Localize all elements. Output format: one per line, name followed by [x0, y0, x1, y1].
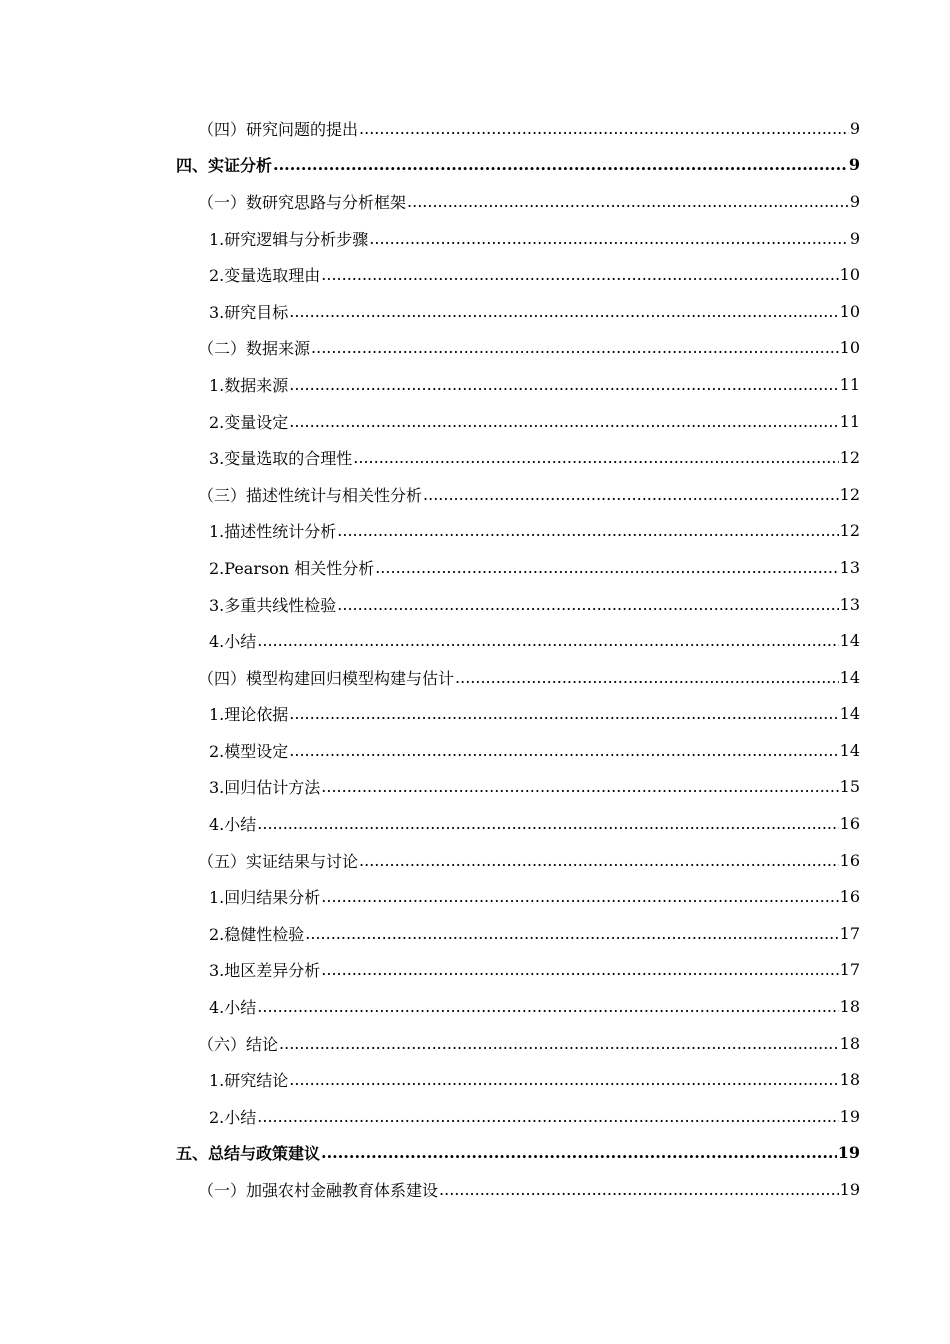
- toc-entry-title: 2.稳健性检验: [209, 922, 304, 945]
- toc-page-number: 13: [839, 557, 860, 577]
- toc-entry-title: （一）加强农村金融教育体系建设: [198, 1178, 438, 1201]
- toc-entry-title: 2.模型设定: [209, 739, 288, 762]
- toc-page-number: 19: [839, 1180, 860, 1200]
- toc-page-number: 13: [839, 594, 860, 614]
- toc-entry[interactable]: [0, 878, 860, 915]
- toc-dot-leader: [289, 375, 838, 394]
- toc-dot-leader: [273, 155, 848, 174]
- toc-page-number: 18: [839, 997, 860, 1017]
- table-of-contents: [0, 110, 950, 1208]
- toc-entry-title: （六）结论: [198, 1032, 278, 1055]
- toc-dot-leader: [439, 1180, 839, 1199]
- toc-entry-title: （四）研究问题的提出: [198, 117, 358, 140]
- toc-dot-leader: [359, 119, 849, 138]
- toc-entry-title: 3.回归估计方法: [209, 775, 320, 798]
- toc-entry[interactable]: [0, 110, 860, 147]
- toc-entry-title: 4.小结: [209, 812, 256, 835]
- toc-entry-title: 4.小结: [209, 995, 256, 1018]
- toc-dot-leader: [289, 412, 838, 431]
- toc-entry[interactable]: [0, 1098, 860, 1135]
- toc-entry[interactable]: [0, 1171, 860, 1208]
- toc-entry-title: 1.数据来源: [209, 373, 288, 396]
- toc-entry-title: 1.回归结果分析: [209, 885, 320, 908]
- toc-dot-leader: [321, 887, 838, 906]
- toc-entry[interactable]: [0, 842, 860, 879]
- toc-dot-leader: [321, 777, 838, 796]
- toc-dot-leader: [423, 485, 839, 504]
- toc-dot-leader: [289, 741, 838, 760]
- toc-entry[interactable]: [0, 403, 860, 440]
- toc-page-number: 15: [839, 777, 860, 797]
- toc-dot-leader: [455, 668, 839, 687]
- toc-entry[interactable]: [0, 366, 860, 403]
- toc-entry-title: 3.变量选取的合理性: [209, 446, 352, 469]
- toc-entry[interactable]: [0, 476, 860, 513]
- toc-entry[interactable]: [0, 805, 860, 842]
- toc-entry-title: 2.小结: [209, 1105, 256, 1128]
- toc-page-number: 12: [839, 484, 860, 504]
- toc-entry-title: 3.研究目标: [209, 300, 288, 323]
- toc-page-number: 11: [839, 374, 860, 394]
- toc-page-number: 14: [839, 740, 860, 760]
- toc-entry-title: 2.变量设定: [209, 410, 288, 433]
- toc-page-number: 9: [849, 191, 860, 211]
- toc-dot-leader: [359, 851, 839, 870]
- toc-page-number: 19: [839, 1106, 860, 1126]
- toc-page-number: 14: [839, 667, 860, 687]
- toc-page-number: 12: [839, 521, 860, 541]
- toc-page-number: 9: [849, 228, 860, 248]
- toc-entry-title: 4.小结: [209, 629, 256, 652]
- toc-entry[interactable]: [0, 1025, 860, 1062]
- toc-dot-leader: [369, 229, 849, 248]
- toc-page-number: 19: [837, 1143, 860, 1163]
- toc-dot-leader: [289, 704, 838, 723]
- toc-dot-leader: [337, 595, 838, 614]
- toc-page-number: 14: [839, 631, 860, 651]
- toc-page-number: 9: [848, 155, 860, 175]
- toc-dot-leader: [305, 924, 838, 943]
- toc-page-number: 16: [839, 850, 860, 870]
- toc-entry[interactable]: [0, 147, 860, 184]
- toc-dot-leader: [311, 338, 839, 357]
- toc-page-number: 18: [839, 1070, 860, 1090]
- toc-entry-title: （四）模型构建回归模型构建与估计: [198, 666, 454, 689]
- toc-entry-title: 1.研究结论: [209, 1068, 288, 1091]
- toc-entry-title: 1.描述性统计分析: [209, 519, 336, 542]
- toc-entry[interactable]: [0, 549, 860, 586]
- toc-entry[interactable]: [0, 586, 860, 623]
- toc-page-number: 12: [839, 448, 860, 468]
- toc-entry-title: 1.研究逻辑与分析步骤: [209, 227, 368, 250]
- toc-dot-leader: [257, 631, 838, 650]
- toc-entry[interactable]: [0, 439, 860, 476]
- toc-page-number: 17: [839, 923, 860, 943]
- toc-dot-leader: [257, 1107, 838, 1126]
- toc-entry-title: （五）实证结果与讨论: [198, 849, 358, 872]
- toc-entry[interactable]: [0, 952, 860, 989]
- toc-entry-title: 3.多重共线性检验: [209, 593, 336, 616]
- toc-dot-leader: [257, 997, 838, 1016]
- toc-dot-leader: [353, 448, 838, 467]
- toc-entry[interactable]: [0, 988, 860, 1025]
- toc-page-number: 10: [839, 301, 860, 321]
- toc-entry[interactable]: [0, 330, 860, 367]
- toc-dot-leader: [375, 558, 838, 577]
- toc-page-number: 17: [839, 960, 860, 980]
- toc-entry-title: 五、总结与政策建议: [176, 1141, 320, 1164]
- toc-entry-title: 2.Pearson 相关性分析: [209, 556, 374, 579]
- toc-entry-title: 1.理论依据: [209, 702, 288, 725]
- toc-entry[interactable]: [0, 293, 860, 330]
- toc-entry[interactable]: [0, 732, 860, 769]
- toc-entry[interactable]: [0, 696, 860, 733]
- toc-page-number: 16: [839, 887, 860, 907]
- toc-entry[interactable]: [0, 622, 860, 659]
- toc-entry-title: 2.变量选取理由: [209, 263, 320, 286]
- toc-page-number: 10: [839, 265, 860, 285]
- toc-dot-leader: [289, 302, 838, 321]
- toc-entry[interactable]: [0, 220, 860, 257]
- toc-dot-leader: [321, 1143, 837, 1162]
- toc-entry[interactable]: [0, 1135, 860, 1172]
- toc-page-number: 9: [849, 118, 860, 138]
- toc-entry[interactable]: [0, 769, 860, 806]
- toc-page-number: 14: [839, 704, 860, 724]
- toc-page-number: 11: [839, 411, 860, 431]
- toc-dot-leader: [321, 960, 838, 979]
- toc-entry-title: （一）数研究思路与分析框架: [198, 190, 406, 213]
- toc-entry-title: 四、实证分析: [176, 153, 272, 176]
- toc-dot-leader: [407, 192, 849, 211]
- toc-dot-leader: [289, 1070, 838, 1089]
- toc-page-number: 16: [839, 814, 860, 834]
- toc-entry[interactable]: [0, 915, 860, 952]
- toc-page-number: 18: [839, 1033, 860, 1053]
- toc-entry-title: （三）描述性统计与相关性分析: [198, 483, 422, 506]
- toc-dot-leader: [337, 521, 838, 540]
- toc-entry[interactable]: [0, 256, 860, 293]
- toc-dot-leader: [279, 1034, 839, 1053]
- toc-page-number: 10: [839, 338, 860, 358]
- toc-entry[interactable]: [0, 513, 860, 550]
- toc-entry[interactable]: [0, 659, 860, 696]
- toc-entry[interactable]: [0, 1061, 860, 1098]
- toc-entry-title: 3.地区差异分析: [209, 958, 320, 981]
- toc-dot-leader: [257, 814, 838, 833]
- toc-entry[interactable]: [0, 183, 860, 220]
- toc-dot-leader: [321, 265, 838, 284]
- toc-entry-title: （二）数据来源: [198, 336, 310, 359]
